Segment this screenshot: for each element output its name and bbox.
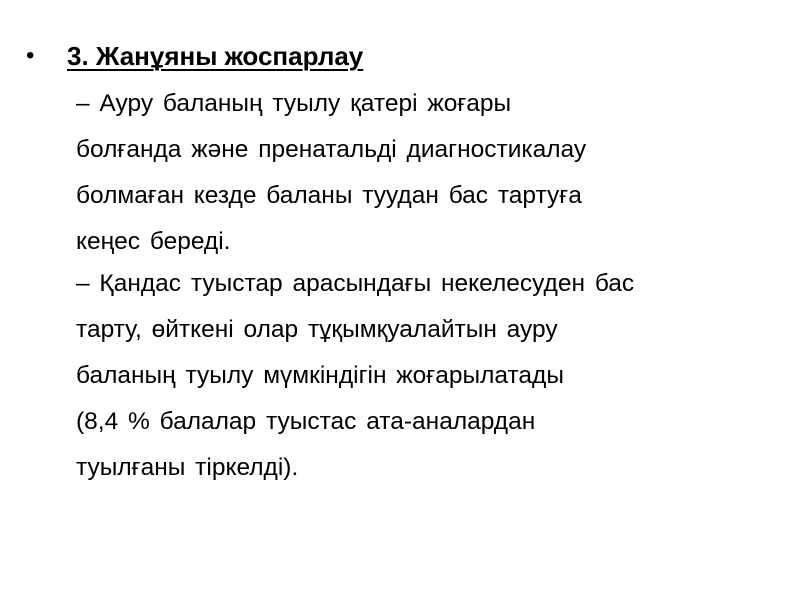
body-line: туылғаны тіркелді). [76, 454, 299, 481]
body-line: кеңес береді. [76, 228, 231, 255]
body-line: тарту, өйткені олар тұқымқуалайтын ауру [76, 316, 558, 343]
slide-heading: 3. Жанұяны жоспарлау [67, 41, 364, 71]
body-line: болмаған кезде баланы туудан бас тартуға [76, 182, 582, 209]
bullet-point: • [26, 42, 35, 69]
body-line: – Ауру баланың туылу қатері жоғары [76, 90, 512, 117]
body-line: баланың туылу мүмкіндігін жоғарылатады [76, 362, 564, 389]
body-line: – Қандас туыстар арасындағы некелесуден бас [76, 270, 635, 297]
body-line: болғанда және пренатальді диагностикалау [76, 136, 587, 163]
body-line: (8,4 % балалар туыстас ата-аналардан [76, 408, 536, 435]
